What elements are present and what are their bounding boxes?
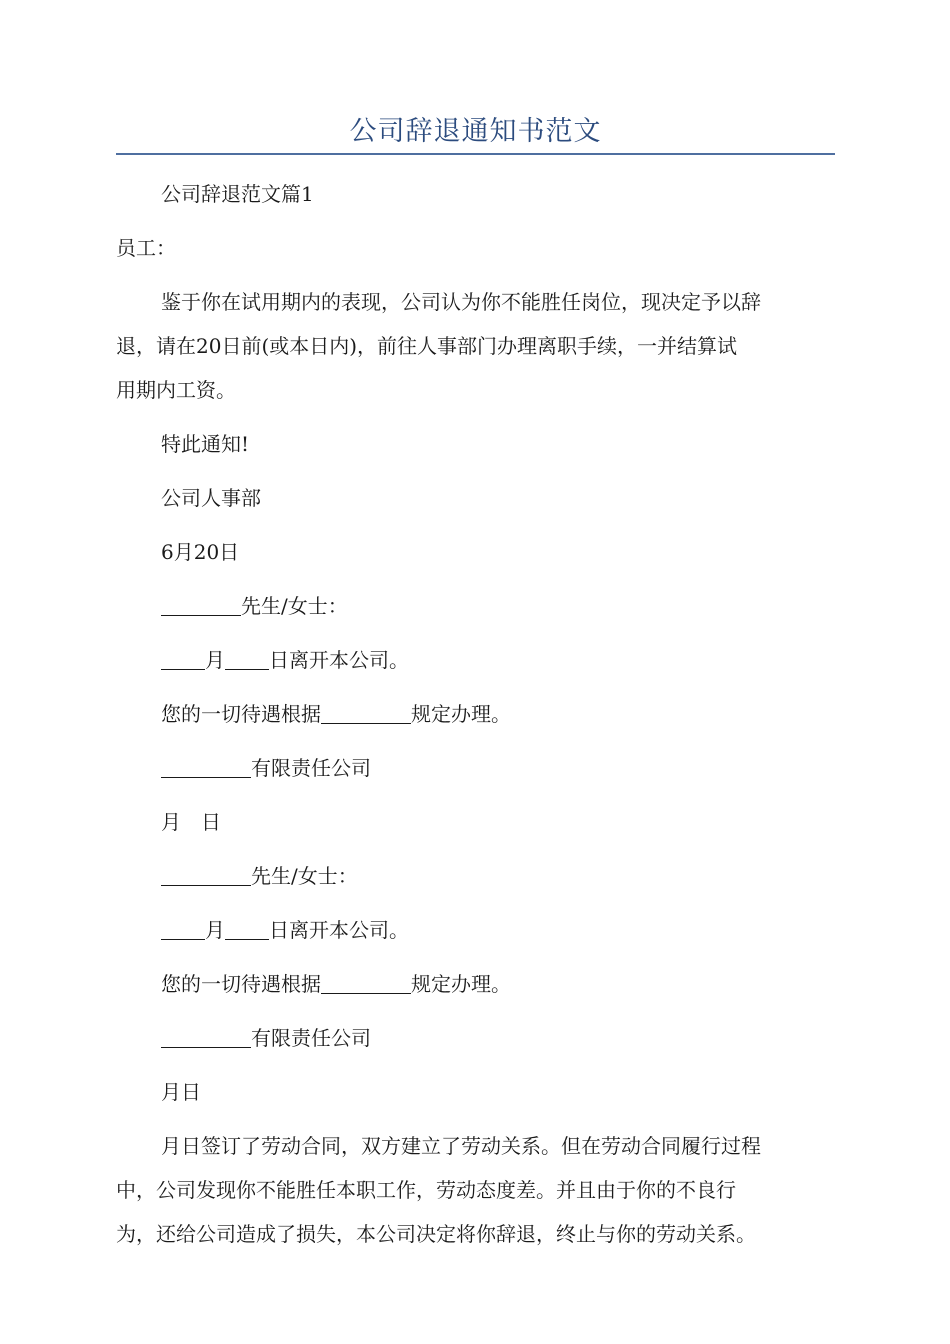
company-suffix: 有限责任公司 (251, 756, 371, 780)
treatment-prefix: 您的一切待遇根据 (161, 702, 321, 726)
date-line: 6月20日 (161, 540, 240, 564)
paragraph-last-line: 为，还给公司造成了损失，本公司决定将你辞退，终止与你的劳动关系。 (116, 1222, 756, 1246)
company-suffix: 有限责任公司 (251, 1026, 371, 1050)
form1-treatment (116, 692, 835, 736)
paragraph-1-line: 鉴于你在试用期内的表现，公司认为你不能胜任岗位，现决定予以辞 (161, 290, 761, 314)
form2-treatment (116, 962, 835, 1006)
month-label: 月 (205, 648, 225, 672)
month-label: 月 (205, 918, 225, 942)
blank-field[interactable] (161, 1029, 251, 1048)
section-heading: 公司辞退范文篇1 (161, 182, 314, 206)
paragraph-last-line: 月日签订了劳动合同，双方建立了劳动关系。但在劳动合同履行过程 (161, 1134, 761, 1158)
title-underline (116, 153, 835, 155)
paragraph-1 (116, 280, 835, 412)
form1-addressee (116, 584, 835, 628)
notice-line: 特此通知! (161, 432, 250, 456)
department-line: 公司人事部 (161, 486, 261, 510)
blank-field[interactable] (161, 597, 241, 616)
addressee-suffix: 先生/女士： (251, 864, 358, 888)
form1-leave-date (116, 638, 835, 682)
paragraph-1-line: 退，请在20日前(或本日内)，前往人事部门办理离职手续，一并结算试 (116, 334, 738, 358)
blank-field[interactable] (161, 921, 205, 940)
blank-field[interactable] (321, 975, 411, 994)
blank-field[interactable] (161, 759, 251, 778)
blank-field[interactable] (321, 705, 411, 724)
blank-field[interactable] (225, 921, 269, 940)
treatment-suffix: 规定办理。 (411, 972, 511, 996)
form1-date: 月 日 (161, 810, 221, 834)
paragraph-last (116, 1124, 835, 1256)
document-title: 公司辞退通知书范文 (349, 116, 602, 147)
addressee-suffix: 先生/女士： (241, 594, 348, 618)
leave-suffix: 日离开本公司。 (269, 918, 409, 942)
treatment-suffix: 规定办理。 (411, 702, 511, 726)
blank-field[interactable] (225, 651, 269, 670)
blank-field[interactable] (161, 651, 205, 670)
paragraph-last-line: 中，公司发现你不能胜任本职工作，劳动态度差。并且由于你的不良行 (116, 1178, 736, 1202)
paragraph-1-line: 用期内工资。 (116, 378, 236, 402)
document-body (116, 172, 835, 1256)
salutation: 员工： (116, 236, 176, 260)
form1-company (116, 746, 835, 790)
form2-leave-date (116, 908, 835, 952)
form2-date: 月日 (161, 1080, 201, 1104)
form2-addressee (116, 854, 835, 898)
leave-suffix: 日离开本公司。 (269, 648, 409, 672)
form2-company (116, 1016, 835, 1060)
treatment-prefix: 您的一切待遇根据 (161, 972, 321, 996)
blank-field[interactable] (161, 867, 251, 886)
